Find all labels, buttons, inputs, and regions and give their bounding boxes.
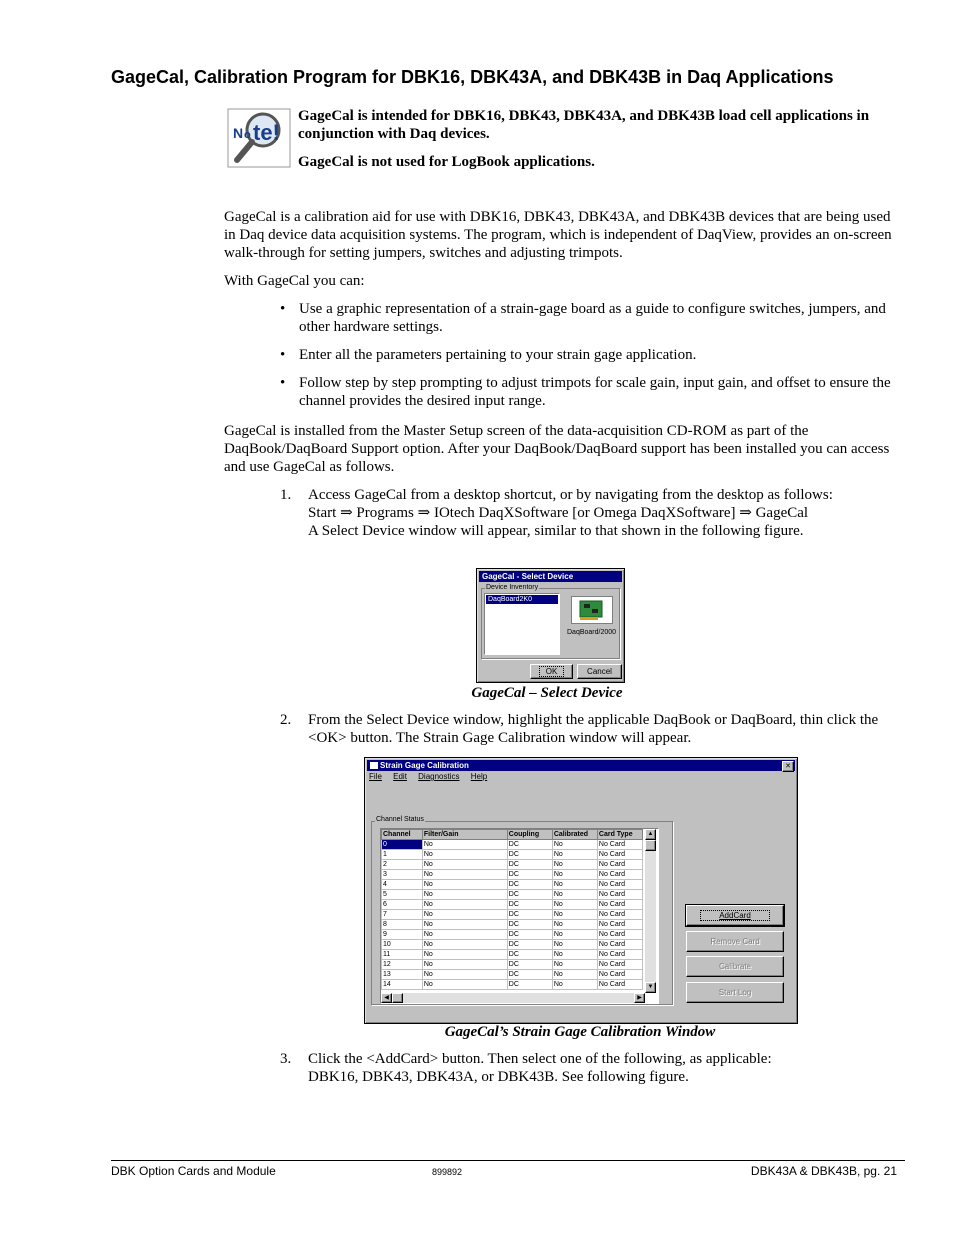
step-3-text: Click the <AddCard> button. Then select one of the following, as applicable: DBK16, DBK43, DBK43A, or DBK43B. See following figure. bbox=[308, 1051, 772, 1085]
cancel-button[interactable]: Cancel bbox=[577, 664, 622, 679]
scroll-left-icon[interactable]: ◀ bbox=[381, 993, 392, 1003]
table-cell[interactable]: No Card bbox=[597, 960, 642, 970]
table-cell[interactable]: No Card bbox=[597, 850, 642, 860]
scroll-thumb[interactable] bbox=[645, 840, 656, 851]
svg-text:te!: te! bbox=[253, 120, 280, 145]
strain-window-app-icon bbox=[370, 762, 378, 769]
vertical-scrollbar[interactable] bbox=[645, 829, 656, 993]
select-device-caption: GageCal – Select Device bbox=[471, 685, 623, 701]
note-line-2: GageCal is not used for LogBook applications. bbox=[298, 154, 595, 170]
table-cell[interactable]: No bbox=[422, 980, 507, 990]
table-row[interactable] bbox=[382, 890, 643, 900]
step-2-text: From the Select Device window, highlight the applicable DaqBook or DaqBoard, thin click the <OK> button. The Strain Gage Calibration window will appear. bbox=[308, 712, 879, 746]
select-device-window bbox=[476, 568, 625, 683]
table-cell[interactable]: 14 bbox=[382, 980, 423, 990]
footer-center: 899892 bbox=[432, 1167, 463, 1177]
table-cell[interactable]: No bbox=[422, 890, 507, 900]
step-1-line-2: Start ⇒ Programs ⇒ IOtech DaqXSoftware [or Omega DaqXSoftware] ⇒ GageCal bbox=[308, 505, 809, 521]
horizontal-scrollbar[interactable] bbox=[381, 993, 645, 1003]
table-cell[interactable]: No Card bbox=[597, 930, 642, 940]
table-cell[interactable]: No bbox=[552, 930, 597, 940]
table-cell[interactable]: 10 bbox=[382, 940, 423, 950]
menu-edit[interactable]: Edit bbox=[393, 772, 407, 781]
feature-bullet-list bbox=[280, 300, 900, 420]
menu-diagnostics[interactable]: Diagnostics bbox=[418, 772, 460, 781]
table-cell[interactable]: DC bbox=[507, 840, 552, 850]
strain-gage-window bbox=[364, 757, 798, 1024]
table-row[interactable] bbox=[382, 940, 643, 950]
table-cell[interactable]: 12 bbox=[382, 960, 423, 970]
table-cell[interactable]: No Card bbox=[597, 840, 642, 850]
col-coupling[interactable]: Coupling bbox=[507, 830, 552, 840]
step-2: 2. From the Select Device window, highlight the applicable DaqBook or DaqBoard, thin click the <OK> button. The Strain Gage Calibration window will appear. bbox=[280, 711, 900, 747]
table-row[interactable] bbox=[382, 960, 643, 970]
table-cell[interactable]: No Card bbox=[597, 950, 642, 960]
table-row[interactable] bbox=[382, 860, 643, 870]
table-cell[interactable]: 7 bbox=[382, 910, 423, 920]
select-device-titlebar: GageCal - Select Device bbox=[479, 571, 622, 582]
table-row[interactable] bbox=[382, 930, 643, 940]
table-cell[interactable]: No bbox=[552, 910, 597, 920]
footer-divider bbox=[111, 1160, 905, 1161]
intro-paragraph: GageCal is a calibration aid for use with DBK16, DBK43, DBK43A, and DBK43B devices that are being used in Daq device data acquisition systems. The program, which is independent of DaqView, provides an on-screen walk-through for setting jumpers, switches and adjusting trimpots. bbox=[224, 209, 892, 261]
device-list[interactable] bbox=[484, 593, 560, 655]
table-cell[interactable]: DC bbox=[507, 960, 552, 970]
table-cell[interactable]: No bbox=[422, 900, 507, 910]
table-row[interactable] bbox=[382, 850, 643, 860]
menu-bar bbox=[369, 772, 496, 781]
table-row[interactable] bbox=[382, 950, 643, 960]
table-cell[interactable]: 2 bbox=[382, 860, 423, 870]
scroll-down-icon[interactable]: ▼ bbox=[645, 982, 656, 993]
table-cell[interactable]: No bbox=[552, 850, 597, 860]
table-cell[interactable]: 4 bbox=[382, 880, 423, 890]
device-name-label: DaqBoard/2000 bbox=[567, 629, 617, 636]
table-cell[interactable]: No bbox=[552, 890, 597, 900]
table-cell[interactable]: DC bbox=[507, 870, 552, 880]
device-list-item[interactable]: DaqBoard2K0 bbox=[486, 595, 558, 604]
table-row[interactable] bbox=[382, 880, 643, 890]
table-header-row bbox=[382, 830, 643, 840]
table-cell[interactable]: No bbox=[422, 940, 507, 950]
page-heading: GageCal, Calibration Program for DBK16, DBK43A, and DBK43B in Daq Applications bbox=[111, 67, 834, 87]
table-cell[interactable]: No bbox=[422, 920, 507, 930]
col-channel[interactable]: Channel bbox=[382, 830, 423, 840]
table-cell[interactable]: DC bbox=[507, 900, 552, 910]
table-row[interactable] bbox=[382, 920, 643, 930]
table-row[interactable] bbox=[382, 910, 643, 920]
board-image bbox=[571, 596, 613, 624]
table-cell[interactable]: No bbox=[552, 880, 597, 890]
table-cell[interactable]: 8 bbox=[382, 920, 423, 930]
table-cell[interactable]: No Card bbox=[597, 910, 642, 920]
table-cell[interactable]: DC bbox=[507, 970, 552, 980]
add-card-button[interactable]: AddCard bbox=[686, 905, 784, 926]
note-magnifier-icon bbox=[227, 108, 291, 168]
menu-file[interactable]: File bbox=[369, 772, 382, 781]
table-cell[interactable]: No bbox=[422, 930, 507, 940]
svg-text:N: N bbox=[233, 125, 244, 141]
device-inventory-label: Device Inventory bbox=[486, 584, 539, 591]
with-gagecal-text: With GageCal you can: bbox=[224, 273, 365, 289]
table-cell[interactable]: No bbox=[422, 840, 507, 850]
list-item: • Use a graphic representation of a strain-gage board as a guide to configure switches, jumpers, and other hardware settings. bbox=[280, 301, 886, 335]
table-cell[interactable]: DC bbox=[507, 890, 552, 900]
table-cell[interactable]: No Card bbox=[597, 970, 642, 980]
menu-help[interactable]: Help bbox=[470, 772, 488, 781]
table-cell[interactable]: No bbox=[552, 970, 597, 980]
table-cell[interactable]: No bbox=[552, 940, 597, 950]
table-cell[interactable]: No Card bbox=[597, 880, 642, 890]
scroll-h-thumb[interactable] bbox=[392, 993, 403, 1003]
table-cell[interactable]: DC bbox=[507, 980, 552, 990]
table-cell[interactable]: DC bbox=[507, 850, 552, 860]
table-cell[interactable]: DC bbox=[507, 910, 552, 920]
table-row[interactable] bbox=[382, 870, 643, 880]
table-cell[interactable]: No bbox=[422, 950, 507, 960]
col-card-type[interactable]: Card Type bbox=[597, 830, 642, 840]
table-cell[interactable]: No Card bbox=[597, 900, 642, 910]
table-cell[interactable]: 11 bbox=[382, 950, 423, 960]
channel-status-label: Channel Status bbox=[376, 816, 424, 823]
table-cell[interactable]: No bbox=[422, 910, 507, 920]
table-cell[interactable]: No bbox=[552, 980, 597, 990]
table-cell[interactable]: No bbox=[552, 950, 597, 960]
table-cell[interactable]: No Card bbox=[597, 920, 642, 930]
table-cell[interactable]: DC bbox=[507, 880, 552, 890]
table-cell[interactable]: No bbox=[422, 960, 507, 970]
list-item: • Follow step by step prompting to adjust trimpots for scale gain, input gain, and offset to ensure the channel provides the desired input range. bbox=[280, 375, 891, 409]
remove-card-button[interactable]: Remove Card bbox=[686, 931, 784, 952]
channel-grid[interactable] bbox=[380, 828, 659, 1004]
table-cell[interactable]: No bbox=[552, 870, 597, 880]
table-cell[interactable]: No Card bbox=[597, 980, 642, 990]
table-cell[interactable]: 9 bbox=[382, 930, 423, 940]
table-cell[interactable]: 6 bbox=[382, 900, 423, 910]
scroll-right-icon[interactable]: ▶ bbox=[634, 993, 645, 1003]
table-row[interactable] bbox=[382, 970, 643, 980]
col-filter-gain[interactable]: Filter/Gain bbox=[422, 830, 507, 840]
svg-text:o: o bbox=[244, 129, 251, 141]
step-1-line-1: Access GageCal from a desktop shortcut, or by navigating from the desktop as follows: bbox=[308, 487, 833, 503]
ok-button[interactable]: OK bbox=[530, 664, 573, 679]
table-cell[interactable]: DC bbox=[507, 940, 552, 950]
table-cell[interactable]: No Card bbox=[597, 870, 642, 880]
table-cell[interactable]: No Card bbox=[597, 940, 642, 950]
table-cell[interactable]: No bbox=[422, 850, 507, 860]
table-cell[interactable]: No Card bbox=[597, 860, 642, 870]
table-cell[interactable]: 1 bbox=[382, 850, 423, 860]
table-cell[interactable]: 5 bbox=[382, 890, 423, 900]
strain-gage-titlebar: Strain Gage Calibration bbox=[367, 760, 795, 771]
note-line-1: GageCal is intended for DBK16, DBK43, DBK43A, and DBK43B load cell applications in conjunction with Daq devices. bbox=[298, 108, 870, 142]
table-row[interactable] bbox=[382, 900, 643, 910]
table-cell[interactable]: 3 bbox=[382, 870, 423, 880]
table-cell[interactable]: No bbox=[552, 900, 597, 910]
scroll-up-icon[interactable]: ▲ bbox=[645, 829, 656, 840]
table-row[interactable] bbox=[382, 840, 643, 850]
col-calibrated[interactable]: Calibrated bbox=[552, 830, 597, 840]
table-cell[interactable]: DC bbox=[507, 860, 552, 870]
table-cell[interactable]: No bbox=[422, 860, 507, 870]
step-3: 3. Click the <AddCard> button. Then select one of the following, as applicable: DBK16, DBK43, DBK43A, or DBK43B. See following figure. bbox=[280, 1050, 900, 1086]
step-1: 1. Access GageCal from a desktop shortcut, or by navigating from the desktop as follows: Start ⇒ Programs ⇒ IOtech DaqXSoftware [or Omega DaqXSoftware] ⇒ GageCal A Select Device window will appear, similar to that shown in the following figure. bbox=[280, 486, 900, 540]
table-cell[interactable]: No Card bbox=[597, 890, 642, 900]
table-cell[interactable]: No bbox=[552, 840, 597, 850]
step-1-line-3: A Select Device window will appear, similar to that shown in the following figure. bbox=[308, 523, 804, 539]
table-cell[interactable]: 13 bbox=[382, 970, 423, 980]
table-cell[interactable]: No bbox=[552, 960, 597, 970]
close-icon[interactable]: ✕ bbox=[782, 761, 794, 772]
table-row[interactable] bbox=[382, 980, 643, 990]
table-cell[interactable]: DC bbox=[507, 950, 552, 960]
install-paragraph: GageCal is installed from the Master Setup screen of the data-acquisition CD-ROM as part of the DaqBook/DaqBoard Support option. After your DaqBook/DaqBoard support has been installed you can access and use GageCal as follows. bbox=[224, 423, 890, 475]
start-log-button[interactable]: Start Log bbox=[686, 982, 784, 1003]
calibrate-button[interactable]: Calibrate bbox=[686, 956, 784, 977]
strain-window-caption: GageCal’s Strain Gage Calibration Window bbox=[444, 1024, 716, 1040]
table-cell[interactable]: DC bbox=[507, 930, 552, 940]
table-cell[interactable]: DC bbox=[507, 920, 552, 930]
table-cell[interactable]: No bbox=[422, 870, 507, 880]
note-text bbox=[298, 107, 908, 181]
list-item: • Enter all the parameters pertaining to your strain gage application. bbox=[280, 347, 697, 363]
table-cell[interactable]: No bbox=[422, 970, 507, 980]
footer-left: DBK Option Cards and Module bbox=[111, 1164, 276, 1178]
table-cell[interactable]: No bbox=[552, 860, 597, 870]
table-cell[interactable]: 0 bbox=[382, 840, 423, 850]
table-cell[interactable]: No bbox=[422, 880, 507, 890]
table-cell[interactable]: No bbox=[552, 920, 597, 930]
channel-table[interactable] bbox=[381, 829, 643, 990]
footer-right: DBK43A & DBK43B, pg. 21 bbox=[750, 1164, 897, 1178]
